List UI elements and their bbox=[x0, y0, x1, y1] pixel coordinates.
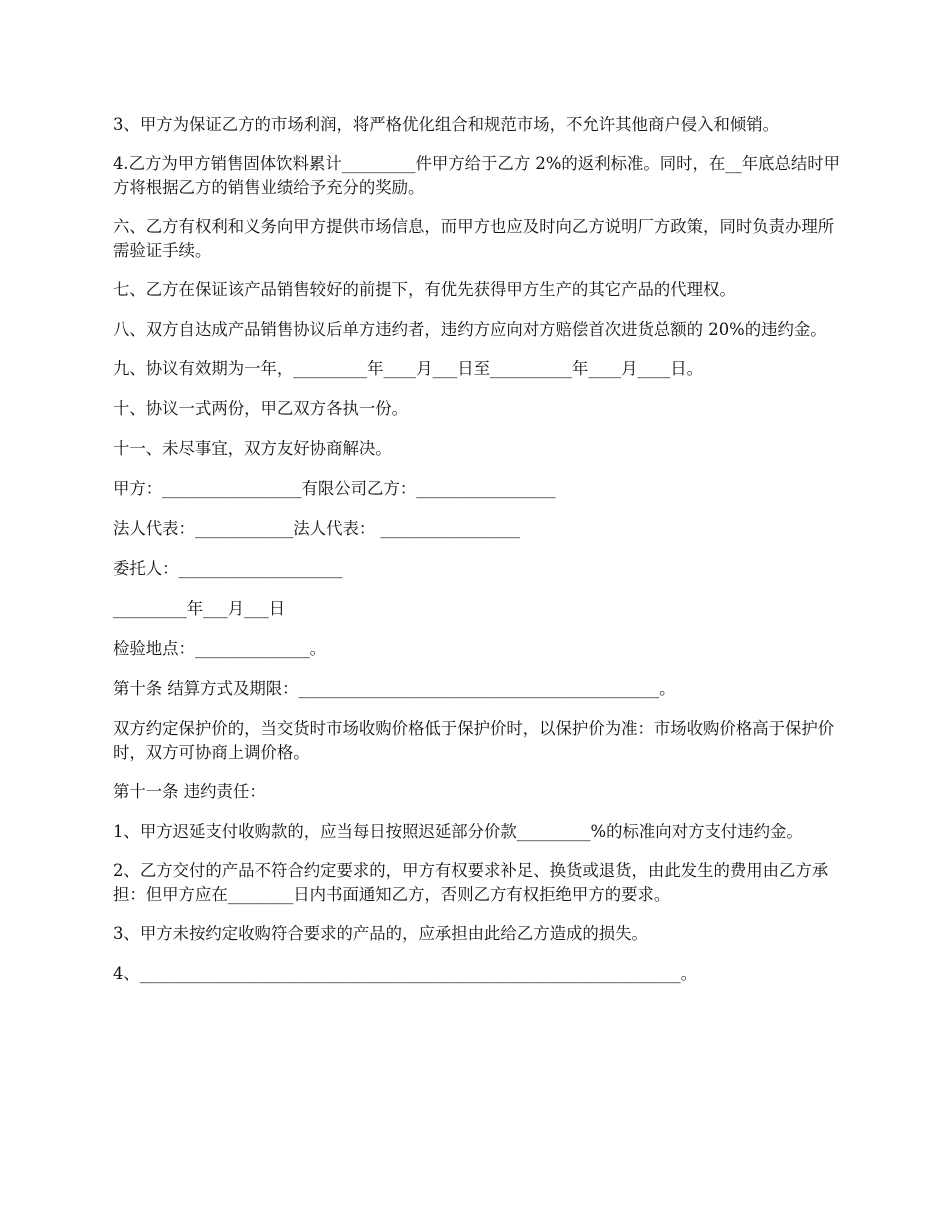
clause-7-agency-right: 七、乙方在保证该产品销售较好的前提下，有优先获得甲方生产的其它产品的代理权。 bbox=[113, 280, 736, 299]
article-10-settlement: 第十条 结算方式及期限：____________________________________________。 bbox=[113, 679, 676, 698]
clause-10-copies: 十、协议一式两份，甲乙双方各执一份。 bbox=[113, 399, 409, 418]
date-line: _________年___月___日 bbox=[113, 599, 286, 618]
clause-6-information: 六、乙方有权利和义务向甲方提供市场信息，而甲方也应及时向乙方说明厂方政策，同时负责办理所需验证手续。 bbox=[113, 217, 835, 260]
breach-clause-3: 3、甲方未按约定收购符合要求的产品的，应承担由此给乙方造成的损失。 bbox=[113, 924, 648, 943]
breach-clause-1: 1、甲方迟延支付收购款的，应当每日按照迟延部分价款_________%的标准向对方支付违约金。 bbox=[113, 822, 803, 841]
article-11-heading: 第十一条 违约责任： bbox=[113, 782, 266, 801]
clause-11-unresolved: 十一、未尽事宜，双方友好协商解决。 bbox=[113, 439, 392, 458]
clause-3-market-protection: 3、甲方为保证乙方的市场利润，将严格优化组合和规范市场，不允许其他商户侵入和倾销。 bbox=[113, 115, 780, 134]
breach-clause-2: 2、乙方交付的产品不符合约定要求的，甲方有权要求补足、换货或退货，由此发生的费用由乙方承担：但甲方应在________日内书面通知乙方，否则乙方有权拒绝甲方的要求。 bbox=[113, 861, 829, 904]
clause-9-validity: 九、协议有效期为一年，_________年____月___日至__________年____月____日。 bbox=[113, 359, 704, 378]
protected-price-clause: 双方约定保护价的，当交货时市场收购价格低于保护价时，以保护价为准：市场收购价格高于保护价时，双方可协商上调价格。 bbox=[113, 719, 835, 762]
party-signature-line: 甲方：_________________有限公司乙方：_________________ bbox=[113, 479, 556, 498]
breach-clause-4: 4、__________________________________________________________________。 bbox=[113, 964, 698, 983]
document-body bbox=[113, 113, 841, 1002]
clause-4-rebate: 4.乙方为甲方销售固体饮料累计_________件甲方给于乙方 2%的返利标准。同时，在__年底总结时甲方将根据乙方的销售业绩给予充分的奖励。 bbox=[113, 154, 841, 197]
legal-representative-line: 法人代表：____________法人代表： _________________ bbox=[113, 519, 520, 538]
agent-line: 委托人：____________________ bbox=[113, 559, 343, 578]
inspection-location: 检验地点：______________。 bbox=[113, 639, 327, 658]
clause-8-breach-penalty: 八、双方自达成产品销售协议后单方违约者，违约方应向对方赔偿首次进货总额的 20%的违约金。 bbox=[113, 320, 827, 339]
